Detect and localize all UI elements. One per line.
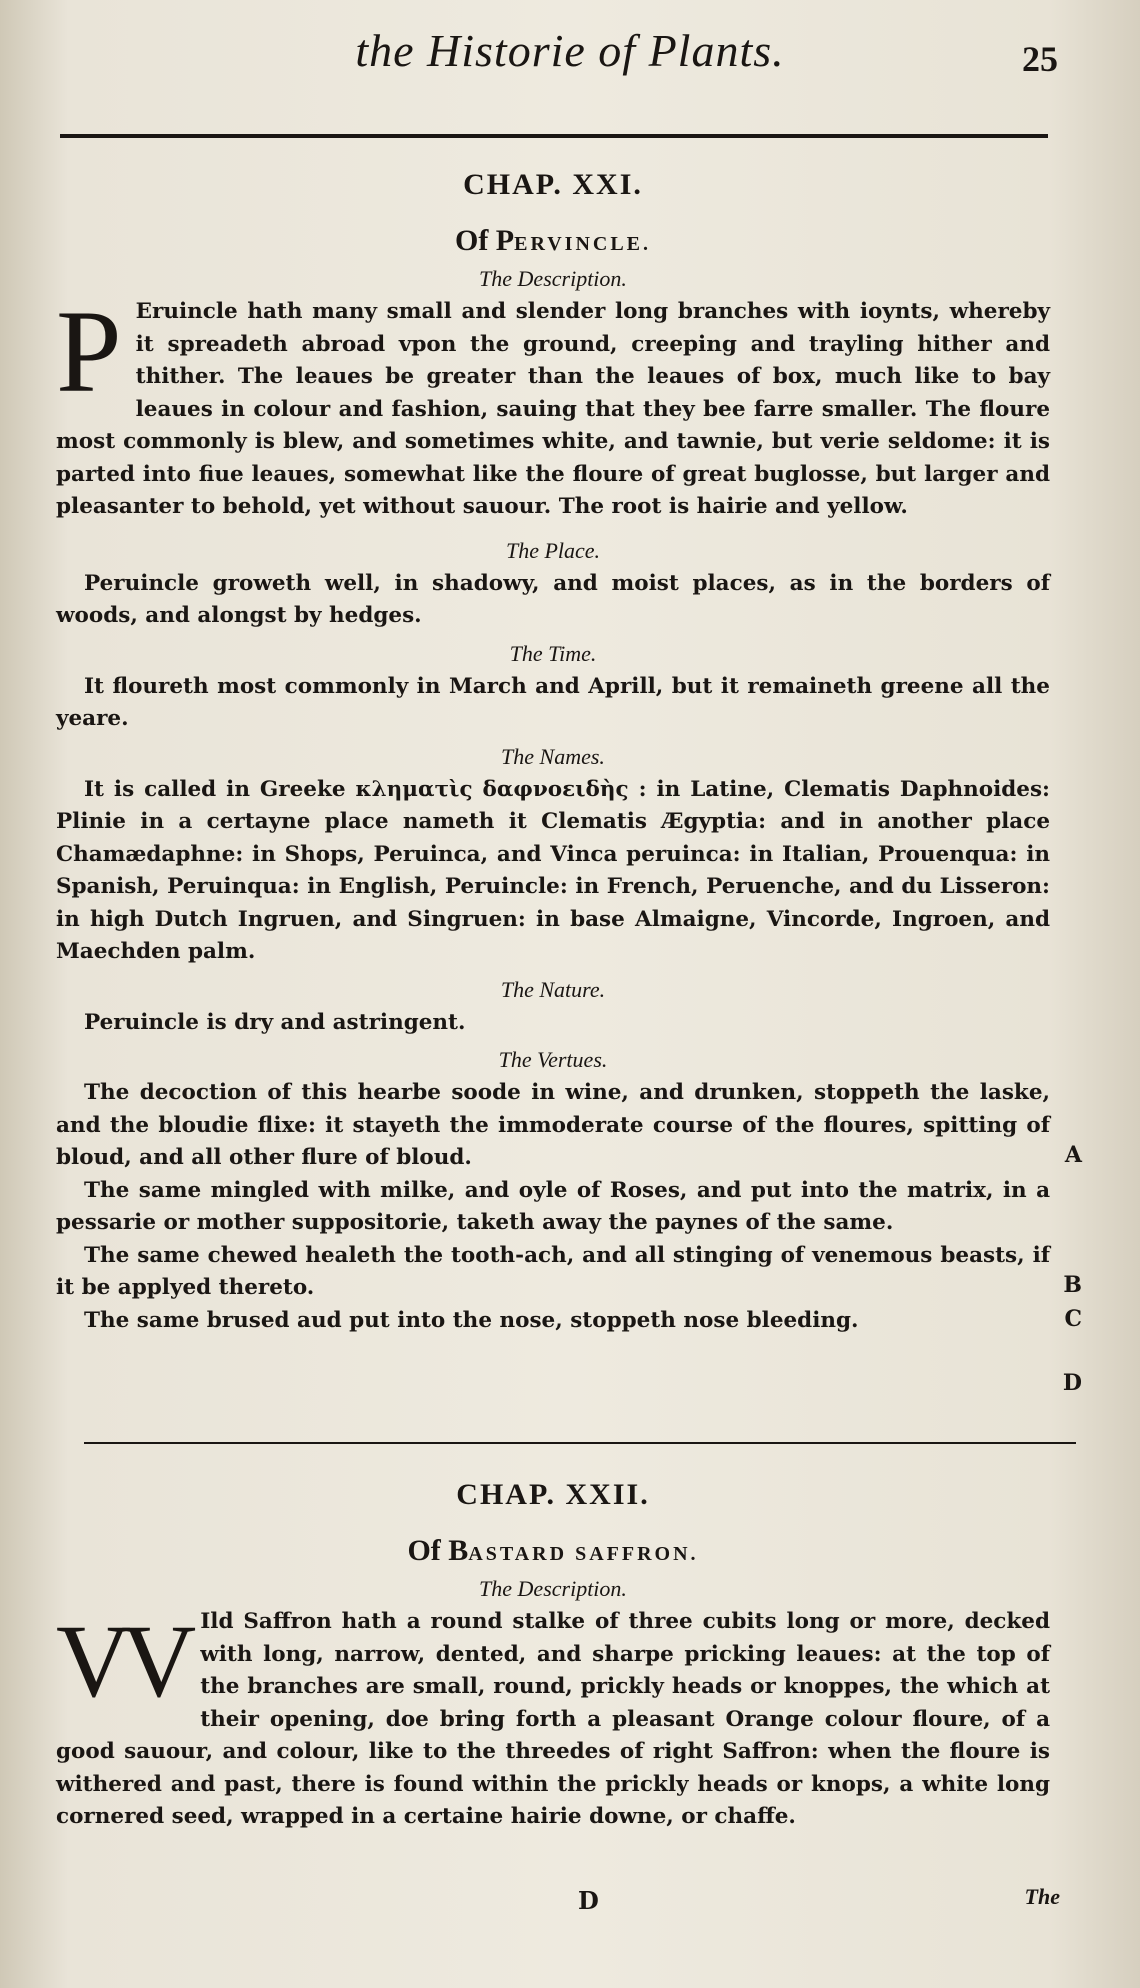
vertues-paragraph-a: The decoction of this hearbe soode in wine, and drunken, stoppeth the laske, and the bloudie flixe: it stayeth the immoderate course of the floures, spitting of bloud, and all other flure of bloud. [56,1080,1050,1170]
section-heading-description: The Description. [479,266,627,291]
drop-cap: P [56,286,122,417]
chapter-xxii [56,1478,1050,1834]
margin-letter-d: D [1062,1370,1082,1396]
section-heading-names: The Names. [501,743,605,769]
margin-letter-a: A [1064,1142,1082,1168]
chapter-title-rest: ERVINCLE. [514,233,652,255]
margin-letter-b: B [1063,1272,1082,1298]
chapter-title-rest: ASTARD SAFFRON. [468,1543,699,1565]
chapter-title [56,224,1050,258]
chapter-heading: CHAP. XXII. [456,1478,650,1511]
vertues-paragraph-b: The same mingled with milke, and oyle of Roses, and put into the matrix, in a pessarie or mother suppositorie, taketh away the paynes of the same. [56,1177,1050,1235]
description-text: Ild Saffron hath a round stalke of three cubits long or more, decked with long, narrow, dented, and sharpe pricking leaues: at the top of the branches are small, round, prickly heads or knoppes, the which at their opening, doe bring forth a pleasant Orange colour floure, of a good sauour, and colour, like to the threedes of right Saffron: when the floure is withered and past, there is found within the prickly heads or knops, a white long cornered seed, wrapped in a certaine hairie downe, or chaffe. [56,1609,1050,1829]
catchword: The [1024,1884,1060,1909]
page-number: 25 [1022,39,1058,79]
names-paragraph: It is called in Greeke κληματὶς δαφνοειδὴς : in Latine, Clematis Daphnoides: Plinie in a certayne place nameth it Clematis Ægyptia: and in another place Chamædaphne: in Shops, Peruinca, and Vinca peruinca: in Italian, Prouenqua: in Spanish, Peruinqua: in English, Peruincle: in French, Peruenche, and du Lisseron: in high Dutch Ingruen, and Singruen: in base Almaigne, Vincorde, Ingroen, and Maechden palm. [56,776,1050,964]
section-heading-vertues: The Vertues. [498,1047,608,1072]
chapter-xxi [56,168,1050,1337]
drop-cap: VV [56,1604,187,1719]
description-paragraph [56,1606,1050,1834]
description-paragraph [56,286,1050,524]
vertues-paragraph-c: The same chewed healeth the tooth-ach, and all stinging of venemous beasts, if it be applyed thereto. [56,1242,1050,1300]
chapter-title-lead: Of P [454,224,515,257]
nature-paragraph: Peruincle is dry and astringent. [84,1009,466,1035]
signature-mark: D [578,1886,599,1915]
chapter-title-lead: Of B [407,1534,469,1567]
chapter-divider-rule [84,1442,1076,1444]
chapter-heading: CHAP. XXI. [463,168,643,201]
chapter-title [56,1534,1050,1568]
time-paragraph: It floureth most commonly in March and Aprill, but it remaineth greene all the yeare. [56,673,1050,731]
place-paragraph: Peruincle groweth well, in shadowy, and moist places, as in the borders of woods, and alongst by hedges. [56,570,1050,628]
section-heading-description: The Description. [479,1576,627,1601]
vertues-paragraph-d: The same brused aud put into the nose, stoppeth nose bleeding. [84,1307,859,1333]
section-heading-nature: The Nature. [500,976,606,1002]
margin-letter-c: C [1064,1306,1082,1332]
running-title: the Historie of Plants. [355,25,785,76]
header-rule [60,134,1048,138]
section-heading-time: The Time. [509,640,597,666]
description-text: Eruincle hath many small and slender long branches with ioynts, whereby it spreadeth abroad vpon the ground, creeping and trayling hither and thither. The leaues be greater than the leaues of box, much like to bay leaues in colour and fashion, sauing that they bee farre smaller. The floure most commonly is blew, and sometimes white, and tawnie, but verie seldome: it is parted into fiue leaues, somewhat like the floure of great buglosse, but larger and pleasanter to behold, yet without sauour. The root is hairie and yellow. [56,299,1050,519]
section-heading-place: The Place. [505,537,601,563]
